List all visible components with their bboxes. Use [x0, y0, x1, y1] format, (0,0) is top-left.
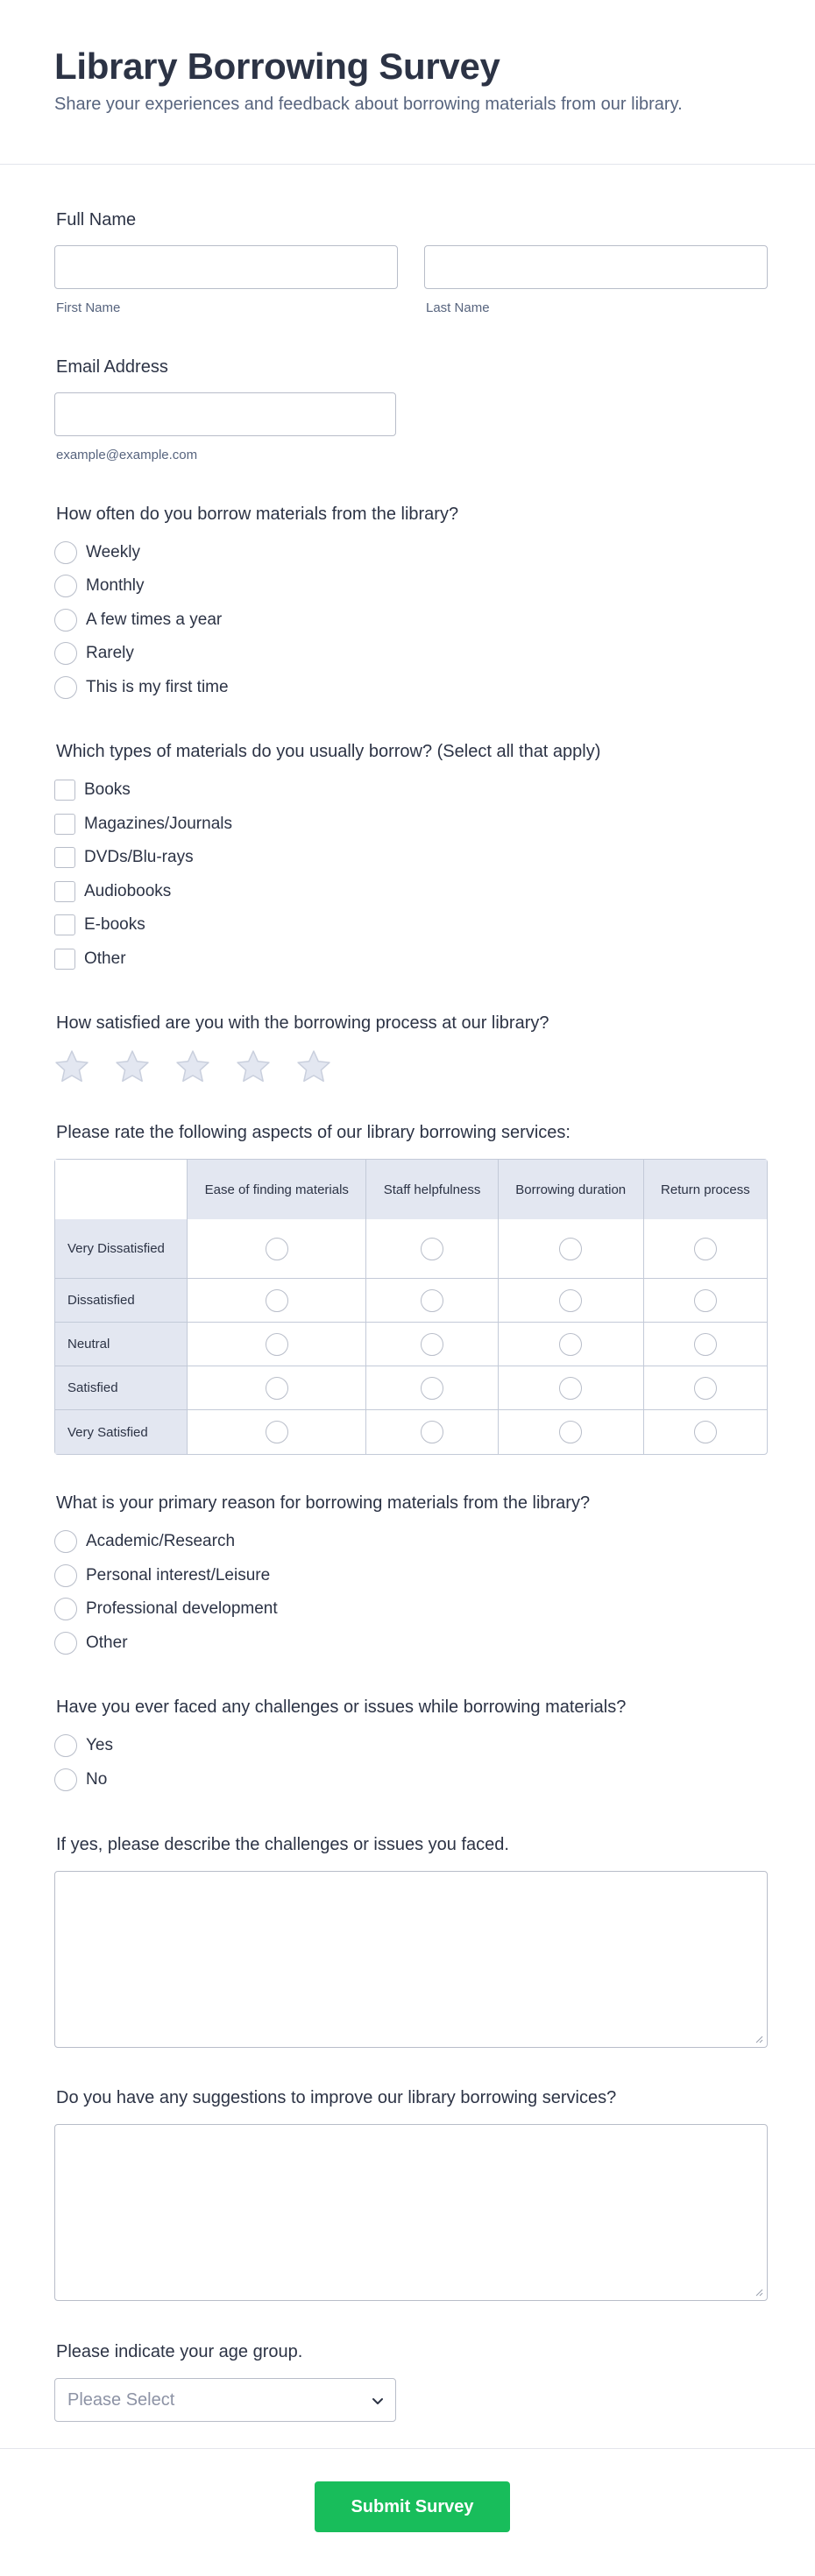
form-header: [0, 0, 815, 165]
resize-handle-icon[interactable]: [755, 2035, 763, 2043]
matrix-column-header: Ease of finding materials: [188, 1160, 366, 1219]
radio-button[interactable]: [54, 1530, 77, 1553]
option-label: No: [86, 1770, 108, 1789]
challenges-question: Have you ever faced any challenges or issues while borrowing materials?: [56, 1697, 627, 1717]
option-label: This is my first time: [86, 678, 229, 696]
matrix-row: [55, 1366, 767, 1410]
last-name-input[interactable]: [424, 245, 768, 289]
matrix-radio[interactable]: [266, 1238, 288, 1260]
describe-label: If yes, please describe the challenges or issues you faced.: [56, 1835, 509, 1854]
frequency-option[interactable]: [54, 675, 229, 700]
option-label: Other: [86, 1634, 128, 1652]
matrix-radio[interactable]: [694, 1377, 717, 1400]
radio-button[interactable]: [54, 609, 77, 632]
materials-option[interactable]: [54, 947, 126, 971]
age-label: Please indicate your age group.: [56, 2342, 303, 2361]
reason-question: What is your primary reason for borrowing materials from the library?: [56, 1493, 591, 1513]
email-sublabel: example@example.com: [56, 448, 198, 462]
star-icon[interactable]: [113, 1048, 152, 1086]
matrix-row: [55, 1323, 767, 1366]
option-label: Books: [84, 780, 131, 799]
radio-button[interactable]: [54, 642, 77, 665]
option-label: E-books: [84, 915, 145, 934]
matrix-radio[interactable]: [421, 1238, 443, 1260]
matrix-column-header: Staff helpfulness: [366, 1160, 498, 1219]
materials-question: Which types of materials do you usually borrow? (Select all that apply): [56, 742, 601, 761]
matrix-radio[interactable]: [694, 1238, 717, 1260]
radio-button[interactable]: [54, 575, 77, 597]
matrix-row-header: Dissatisfied: [55, 1279, 188, 1323]
matrix-radio[interactable]: [694, 1421, 717, 1443]
radio-button[interactable]: [54, 1598, 77, 1620]
challenges-option[interactable]: [54, 1733, 113, 1758]
matrix-radio[interactable]: [266, 1289, 288, 1312]
matrix-radio[interactable]: [266, 1333, 288, 1356]
option-label: Audiobooks: [84, 882, 172, 900]
star-rating[interactable]: [53, 1048, 333, 1086]
radio-button[interactable]: [54, 541, 77, 564]
matrix-column-header: Return process: [644, 1160, 767, 1219]
form-subtitle: Share your experiences and feedback about borrowing materials from our library.: [54, 95, 683, 114]
matrix-question: Please rate the following aspects of our library borrowing services:: [56, 1123, 570, 1142]
matrix-row-header: Very Dissatisfied: [55, 1219, 188, 1279]
checkbox[interactable]: [54, 881, 75, 902]
describe-textarea[interactable]: [54, 1871, 768, 2048]
star-icon[interactable]: [174, 1048, 212, 1086]
materials-option[interactable]: [54, 879, 171, 904]
option-label: Other: [84, 949, 126, 968]
matrix-radio[interactable]: [266, 1377, 288, 1400]
checkbox[interactable]: [54, 949, 75, 970]
option-label: Monthly: [86, 576, 145, 595]
matrix-radio[interactable]: [559, 1238, 582, 1260]
matrix-corner: [55, 1160, 188, 1219]
option-label: A few times a year: [86, 610, 223, 629]
frequency-option[interactable]: [54, 608, 222, 632]
matrix-radio[interactable]: [421, 1377, 443, 1400]
reason-option[interactable]: [54, 1529, 235, 1554]
matrix-row: [55, 1279, 767, 1323]
radio-button[interactable]: [54, 1734, 77, 1757]
frequency-option[interactable]: [54, 574, 145, 598]
rating-matrix: [54, 1159, 768, 1455]
submit-button[interactable]: Submit Survey: [315, 2481, 510, 2532]
checkbox[interactable]: [54, 780, 75, 801]
option-label: Weekly: [86, 543, 140, 561]
resize-handle-icon[interactable]: [755, 2288, 763, 2297]
option-label: DVDs/Blu-rays: [84, 848, 194, 866]
checkbox[interactable]: [54, 847, 75, 868]
radio-button[interactable]: [54, 1632, 77, 1655]
chevron-down-icon: [371, 2394, 385, 2408]
option-label: Rarely: [86, 644, 134, 662]
first-name-input[interactable]: [54, 245, 398, 289]
matrix-radio[interactable]: [559, 1333, 582, 1356]
option-label: Yes: [86, 1736, 113, 1754]
checkbox[interactable]: [54, 814, 75, 835]
materials-option[interactable]: [54, 812, 232, 836]
star-icon[interactable]: [234, 1048, 273, 1086]
matrix-radio[interactable]: [421, 1421, 443, 1443]
matrix-radio[interactable]: [559, 1289, 582, 1312]
matrix-radio[interactable]: [421, 1333, 443, 1356]
frequency-option[interactable]: [54, 641, 134, 666]
suggestions-textarea[interactable]: [54, 2124, 768, 2301]
matrix-row: [55, 1219, 767, 1279]
star-icon[interactable]: [53, 1048, 91, 1086]
matrix-row-header: Very Satisfied: [55, 1410, 188, 1454]
option-label: Professional development: [86, 1599, 278, 1618]
matrix-row-header: Satisfied: [55, 1366, 188, 1410]
age-select-placeholder: Please Select: [67, 2389, 175, 2410]
last-name-sublabel: Last Name: [426, 300, 490, 315]
checkbox[interactable]: [54, 914, 75, 935]
age-select[interactable]: [54, 2378, 396, 2422]
star-icon[interactable]: [294, 1048, 333, 1086]
reason-option[interactable]: [54, 1563, 270, 1588]
matrix-radio[interactable]: [421, 1289, 443, 1312]
first-name-sublabel: First Name: [56, 300, 121, 315]
matrix-radio[interactable]: [694, 1333, 717, 1356]
matrix-row-header: Neutral: [55, 1323, 188, 1366]
reason-option[interactable]: [54, 1631, 128, 1655]
matrix-radio[interactable]: [559, 1421, 582, 1443]
challenges-option[interactable]: [54, 1768, 107, 1792]
full-name-label: Full Name: [56, 210, 137, 229]
option-label: Personal interest/Leisure: [86, 1566, 271, 1584]
materials-option[interactable]: [54, 845, 194, 870]
email-input[interactable]: [54, 392, 396, 436]
satisfaction-question: How satisfied are you with the borrowing process at our library?: [56, 1013, 549, 1033]
matrix-radio[interactable]: [694, 1289, 717, 1312]
matrix-column-header: Borrowing duration: [499, 1160, 644, 1219]
matrix-radio[interactable]: [266, 1421, 288, 1443]
form-title: Library Borrowing Survey: [54, 46, 500, 87]
radio-button[interactable]: [54, 1768, 77, 1791]
matrix-radio[interactable]: [559, 1377, 582, 1400]
materials-option[interactable]: [54, 913, 145, 937]
suggestions-label: Do you have any suggestions to improve our library borrowing services?: [56, 2088, 617, 2107]
option-label: Academic/Research: [86, 1532, 236, 1550]
materials-option[interactable]: [54, 778, 131, 802]
matrix-row: [55, 1410, 767, 1454]
frequency-question: How often do you borrow materials from the library?: [56, 505, 459, 524]
email-label: Email Address: [56, 357, 168, 377]
option-label: Magazines/Journals: [84, 815, 232, 833]
reason-option[interactable]: [54, 1597, 278, 1621]
frequency-option[interactable]: [54, 540, 140, 565]
radio-button[interactable]: [54, 1564, 77, 1587]
radio-button[interactable]: [54, 676, 77, 699]
form-footer: [0, 2448, 815, 2576]
